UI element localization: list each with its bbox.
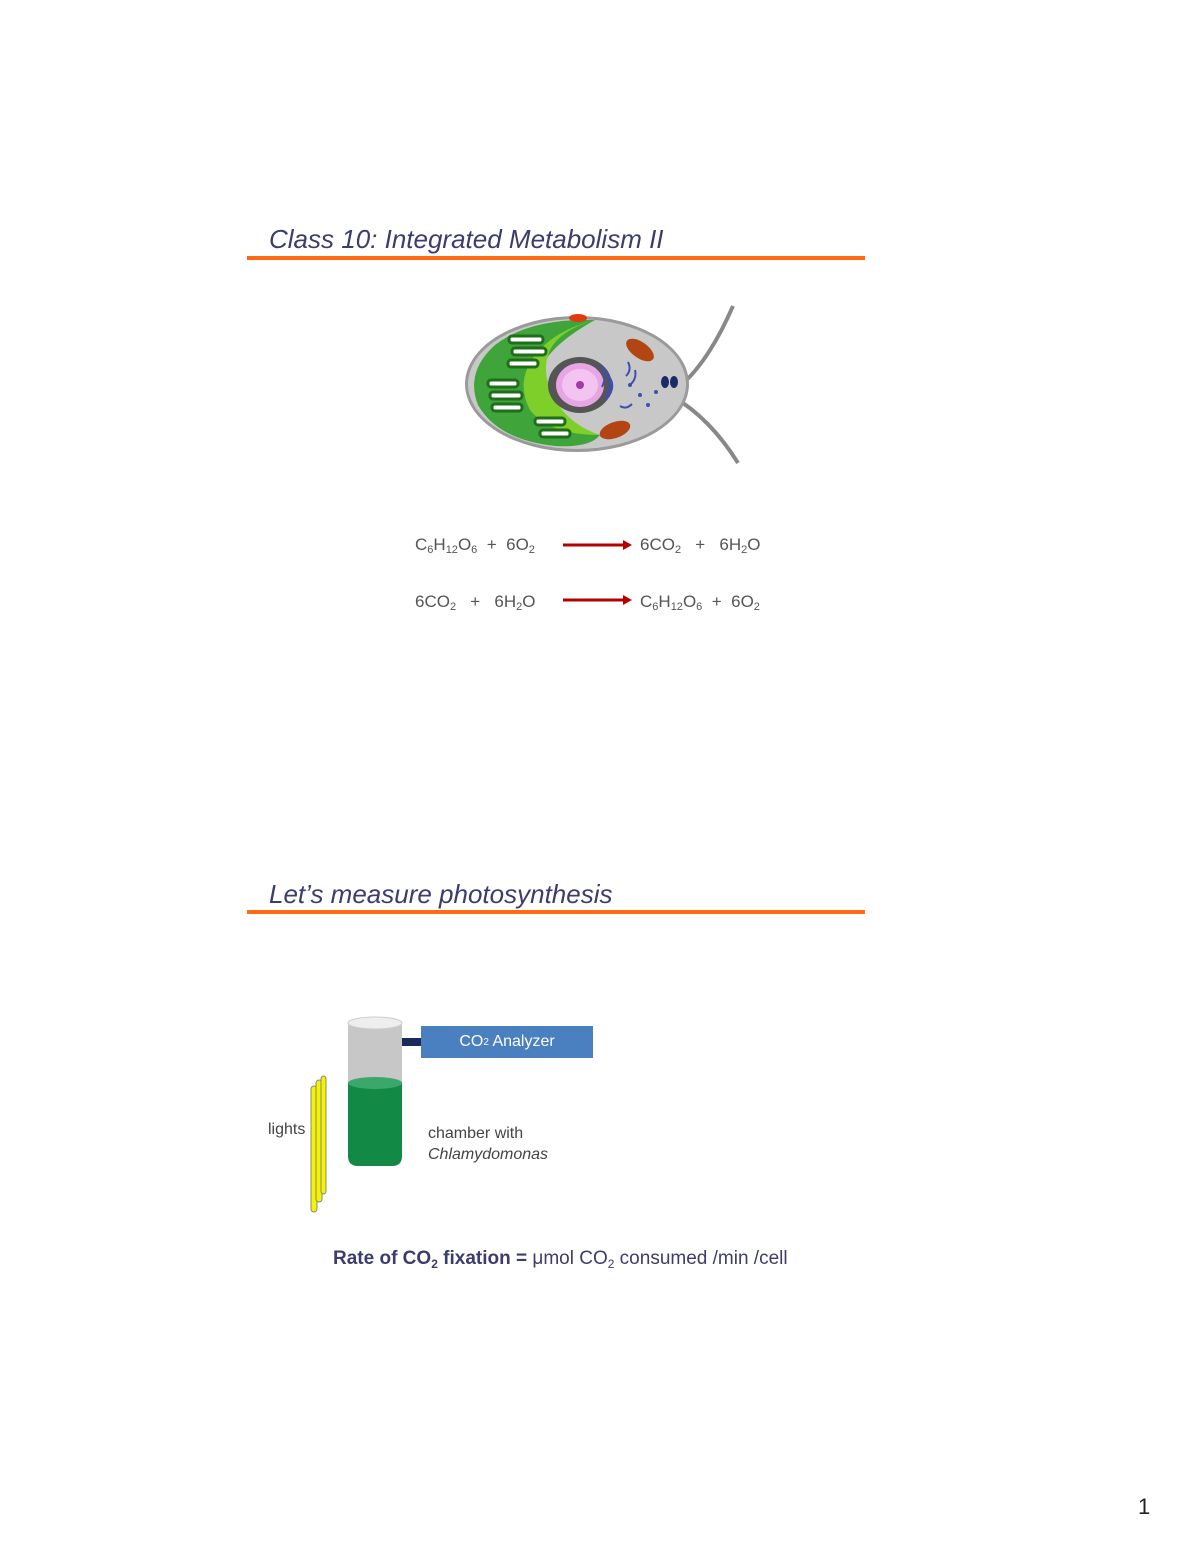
equation-left-subscript: 6 — [427, 544, 434, 556]
reaction-arrow-1 — [563, 538, 633, 552]
rate-label-prefix: Rate of CO — [333, 1248, 432, 1269]
equation-right-text: H — [658, 592, 671, 611]
chamber-label — [428, 1123, 548, 1165]
slide-1-title: Class 10: Integrated Metabolism II — [269, 224, 664, 254]
equation-left-text: + 6O — [477, 535, 529, 554]
equation-left-text: 6CO — [415, 592, 450, 611]
rate-label-sub: 2 — [431, 1257, 438, 1271]
slide-1-title-rule — [247, 256, 865, 260]
co2-analyzer-prefix: CO — [459, 1033, 484, 1050]
equation-right-text: + 6O — [702, 592, 754, 611]
equation-left-subscript: 12 — [445, 544, 458, 556]
equation-right-subscript: 6 — [652, 601, 659, 613]
page-number: 1 — [1138, 1494, 1151, 1519]
co2-analyzer-box — [421, 1026, 593, 1058]
equation-right-text: + 6H — [681, 535, 742, 554]
equation-left-text: + 6H — [456, 592, 517, 611]
chamber-label-line2: Chlamydomonas — [428, 1146, 549, 1163]
equation-2-right — [640, 592, 760, 613]
lights-label: lights — [268, 1121, 306, 1138]
measurement-apparatus — [300, 1010, 430, 1220]
chlamydomonas-cell-illustration — [460, 300, 750, 470]
equation-left-subscript: 2 — [449, 601, 457, 613]
equation-left-text: O — [457, 535, 472, 554]
rate-value-prefix: μmol CO — [532, 1248, 608, 1269]
chamber-label-line1: chamber with — [428, 1125, 524, 1142]
equation-left-text: O — [522, 592, 536, 611]
reaction-arrow-2 — [563, 593, 633, 607]
equation-right-text: O — [682, 592, 697, 611]
equation-right-text: 6CO — [640, 535, 675, 554]
rate-label-suffix: fixation = — [437, 1248, 533, 1269]
equation-2-left — [415, 592, 535, 613]
slide-2-title: Let’s measure photosynthesis — [269, 879, 613, 909]
equation-1-left — [415, 535, 535, 556]
equation-right-text: O — [747, 535, 761, 554]
equation-left-text: H — [433, 535, 446, 554]
equation-right-subscript: 12 — [670, 601, 683, 613]
equation-right-subscript: 6 — [696, 601, 703, 613]
equation-right-subscript: 2 — [674, 544, 682, 556]
equation-left-subscript: 6 — [471, 544, 478, 556]
equation-1-right — [640, 535, 760, 556]
equation-left-subscript: 2 — [528, 544, 535, 556]
equation-right-subscript: 2 — [753, 601, 760, 613]
rate-formula — [333, 1248, 788, 1271]
co2-analyzer-suffix: Analyzer — [488, 1033, 555, 1050]
equation-left-subscript: 2 — [516, 601, 523, 613]
equation-right-text: C — [640, 592, 653, 611]
equation-right-subscript: 2 — [741, 544, 748, 556]
slide-2-title-rule — [247, 910, 865, 914]
equation-left-text: C — [415, 535, 428, 554]
rate-value-suffix: consumed /min /cell — [614, 1248, 788, 1269]
co2-analyzer-sub: 2 — [483, 1036, 489, 1048]
rate-value-sub: 2 — [607, 1257, 615, 1271]
